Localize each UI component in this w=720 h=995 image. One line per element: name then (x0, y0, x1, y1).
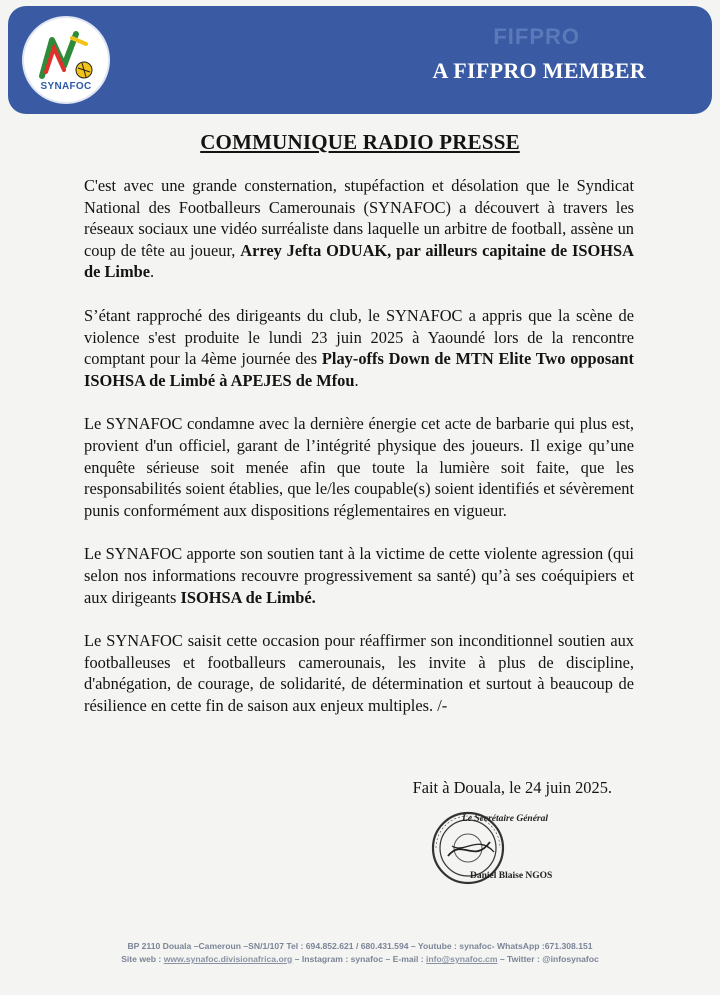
footer-line-1: BP 2110 Douala –Cameroun –SN/1/107 Tel : 694.852.621 / 680.431.594 – Youtube : synafoc- WhatsApp :671.308.151 (127, 941, 593, 951)
fifpro-label: FIFPRO (493, 24, 580, 49)
email-link[interactable]: info@synafoc.cm (426, 954, 498, 964)
date-line: Fait à Douala, le 24 juin 2025. (412, 778, 612, 797)
paragraph-text: . (150, 262, 155, 282)
footer-contact (0, 940, 720, 966)
paragraph-text: S’étant rapproché des dirigeants du club, le SYNAFOC a appris que la scène de violence s'est produite le lundi 23 juin 2025 à Yaoundé lors de la rencontre comptant pour la 4ème journée des (84, 305, 634, 369)
letterhead-banner (8, 6, 712, 114)
document-title: COMMUNIQUE RADIO PRESSE (200, 130, 520, 154)
website-link[interactable]: www.synafoc.divisionafrica.org (163, 954, 293, 964)
document-body (84, 175, 634, 738)
paragraph-text: C'est avec une grande consternation, stupéfaction et désolation que le Syndicat National des Footballeurs Camerounais (SYNAFOC) a découvert à travers les réseaux sociaux une vidéo surréaliste dans laquelle un arbitre de football, assène un coup de tête au joueur, (84, 176, 634, 260)
footer-line-2 (0, 953, 720, 966)
fifpro-member-label: A FIFPRO MEMBER (432, 58, 646, 83)
paragraph-bold-text: Arrey Jefta ODUAK, par ailleurs capitaine de ISOHSA de Limbe (84, 240, 634, 282)
paragraph-bold-text: Play-offs Down de MTN Elite Two opposant ISOHSA de Limbé à APEJES de Mfou (84, 349, 634, 390)
paragraph-bold-text: ISOHSA de Limbé. (180, 587, 316, 607)
paragraph-text: Le SYNAFOC apporte son soutien tant à la victime de cette violente agression (qui selon nos informations recouvre progressivement sa santé) qu’à ses coéquipiers et aux dirigeants (84, 544, 634, 607)
footer-instagram-label: – Instagram : synafoc – E-mail : (292, 954, 427, 964)
footer-twitter-label: – Twitter : @infosynafoc (497, 954, 599, 964)
paragraph-text: . (354, 370, 359, 390)
paragraph-text: Le SYNAFOC condamne avec la dernière énergie cet acte de barbarie qui plus est, provient d'un officiel, garant de l’intégrité physique des joueurs. Il exige qu’une enquête sérieuse soit menée afin que toute la lumière soit faite, que les responsabilités soient établies, que le/les coupable(s) soient identifiés et sévèrement punis conformément aux dispositions réglementaires en vigueur. (84, 414, 634, 520)
paragraph-2 (84, 305, 634, 391)
paragraph-4 (84, 543, 634, 608)
logo-text: SYNAFOC (40, 81, 92, 92)
paragraph-3 (84, 413, 634, 521)
signatory-title: Le Secrétaire Général (462, 814, 549, 824)
signatory-name: Daniel Blaise NGOS (470, 871, 553, 881)
paragraph-text: Le SYNAFOC saisit cette occasion pour réaffirmer son inconditionnel soutien aux footballeuses et footballeurs camerounais, les invite à plus de discipline, d'abnégation, de courage, de solidarité, de détermination et surtout à beaucoup de résilience en cette fin de saison aux enjeux multiples. /- (84, 631, 634, 715)
paragraph-1 (84, 175, 634, 283)
footer-site-label: Site web : (121, 954, 164, 964)
synafoc-logo (22, 16, 110, 104)
paragraph-5 (84, 630, 634, 716)
